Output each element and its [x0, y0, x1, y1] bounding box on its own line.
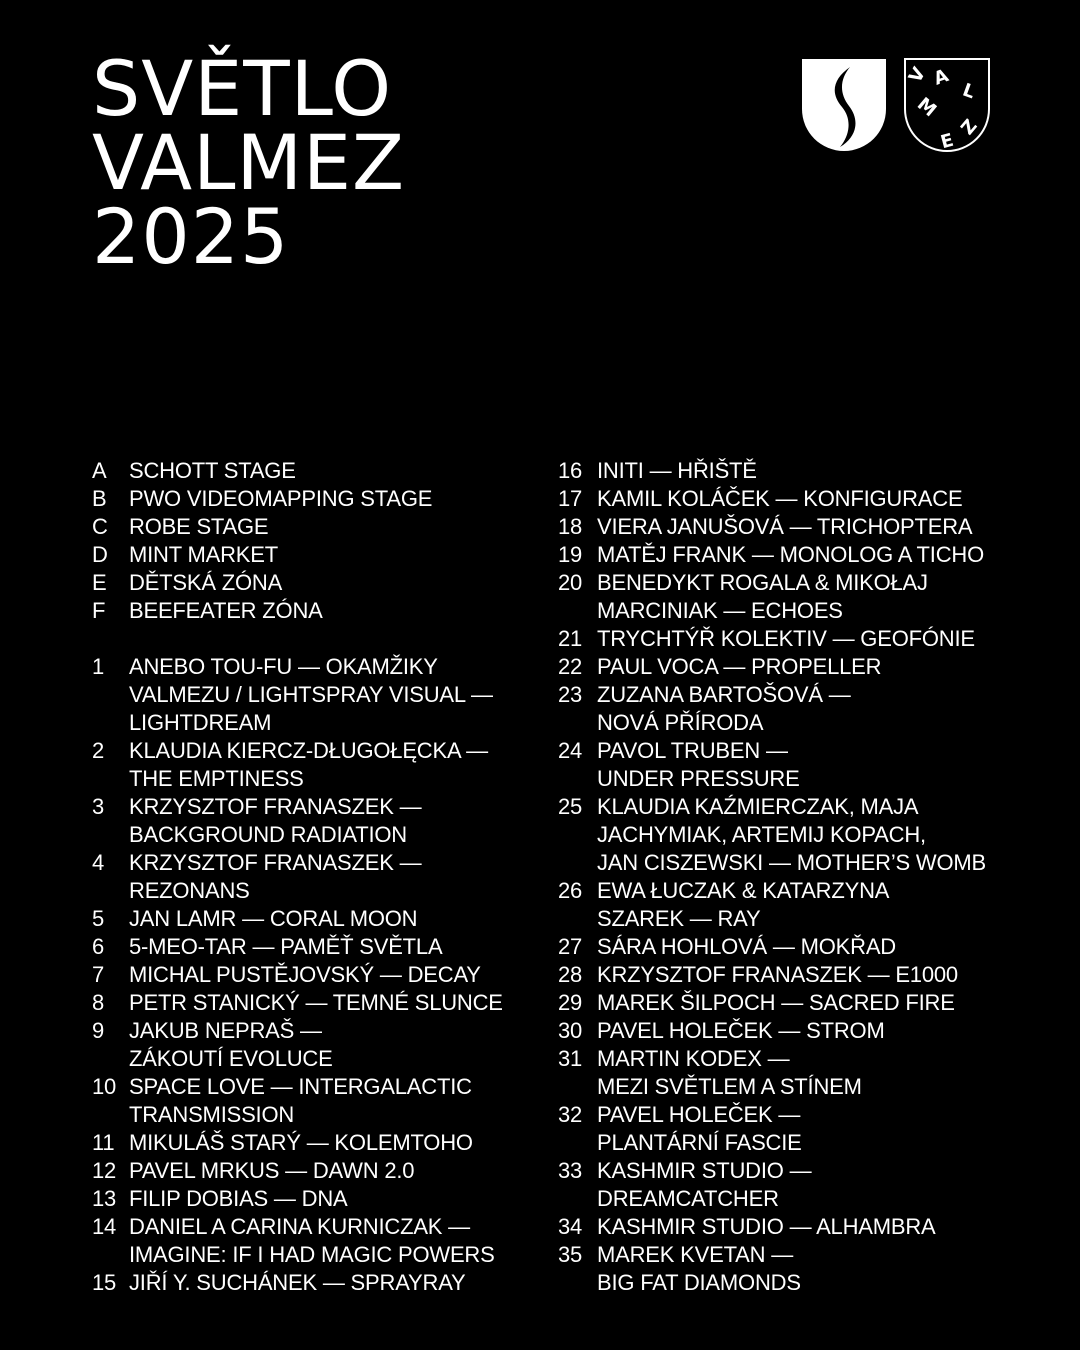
item-text: JAN LAMR — CORAL MOON — [129, 906, 418, 931]
list-item — [92, 1073, 522, 1129]
item-text: ZUZANA BARTOŠOVÁ — NOVÁ PŘÍRODA — [597, 682, 851, 735]
item-text: SPACE LOVE — INTERGALACTIC TRANSMISSION — [129, 1074, 472, 1127]
list-item — [558, 1157, 1028, 1213]
item-text: TRYCHTÝŘ KOLEKTIV — GEOFÓNIE — [597, 626, 975, 651]
item-text: DĚTSKÁ ZÓNA — [129, 570, 283, 595]
item-key: 25 — [558, 794, 583, 819]
list-item — [92, 1269, 522, 1297]
item-text: KLAUDIA KAŹMIERCZAK, MAJA JACHYMIAK, ARTEMIJ KOPACH, JAN CISZEWSKI — MOTHER’S WOMB — [597, 794, 986, 875]
item-key: 31 — [558, 1046, 583, 1071]
list-item — [558, 457, 1028, 485]
list-item — [558, 1241, 1028, 1297]
item-text: MAREK KVETAN — BIG FAT DIAMONDS — [597, 1242, 801, 1295]
list-item — [558, 961, 1028, 989]
item-text: MINT MARKET — [129, 542, 278, 567]
item-text: KRZYSZTOF FRANASZEK — REZONANS — [129, 850, 422, 903]
item-key: 22 — [558, 654, 583, 679]
item-text: PAUL VOCA — PROPELLER — [597, 654, 882, 679]
item-text: PWO VIDEOMAPPING STAGE — [129, 486, 433, 511]
item-key: 34 — [558, 1214, 583, 1239]
item-key: E — [92, 570, 107, 595]
list-item — [92, 1213, 522, 1269]
list-item — [92, 989, 522, 1017]
item-key: C — [92, 514, 108, 539]
badge-letter-v: V — [904, 63, 931, 87]
item-key: D — [92, 542, 108, 567]
badge-letter-e: E — [938, 129, 956, 154]
item-key: 7 — [92, 962, 105, 987]
page-title — [92, 44, 406, 281]
list-item — [558, 625, 1028, 653]
badge-letter-a: A — [931, 65, 952, 90]
list-item — [92, 597, 522, 625]
item-key: 1 — [92, 654, 105, 679]
item-text: MIKULÁŠ STARÝ — KOLEMTOHO — [129, 1130, 473, 1155]
item-key: A — [92, 458, 107, 483]
list-item — [558, 793, 1028, 877]
list-item — [558, 877, 1028, 933]
item-key: 26 — [558, 878, 583, 903]
program-list-left — [92, 457, 522, 1297]
badge-letter-l: L — [959, 79, 978, 104]
list-item — [558, 541, 1028, 569]
item-key: 19 — [558, 542, 583, 567]
item-text: KRZYSZTOF FRANASZEK — E1000 — [597, 962, 958, 987]
list-item — [92, 513, 522, 541]
list-item — [558, 513, 1028, 541]
list-item — [92, 793, 522, 849]
list-item — [92, 569, 522, 597]
item-text: PAVEL HOLEČEK — PLANTÁRNÍ FASCIE — [597, 1102, 802, 1155]
program-list-right — [558, 457, 1028, 1297]
list-item — [92, 1157, 522, 1185]
item-text: KLAUDIA KIERCZ-DŁUGOŁĘCKA — THE EMPTINESS — [129, 738, 488, 791]
item-text: KRZYSZTOF FRANASZEK — BACKGROUND RADIATION — [129, 794, 422, 847]
badge-letter-m: M — [913, 93, 941, 122]
list-item — [558, 569, 1028, 625]
installation-list-left — [92, 653, 522, 1297]
badge-letter-z: Z — [957, 115, 982, 140]
title-line-3: 2025 — [92, 192, 290, 281]
item-key: 18 — [558, 514, 583, 539]
item-text: DANIEL A CARINA KURNICZAK — IMAGINE: IF I HAD MAGIC POWERS — [129, 1214, 495, 1267]
item-text: SÁRA HOHLOVÁ — MOKŘAD — [597, 934, 896, 959]
title-line-1: SVĚTLO — [92, 44, 393, 133]
list-item — [558, 1017, 1028, 1045]
item-text: KAMIL KOLÁČEK — KONFIGURACE — [597, 486, 963, 511]
item-key: 3 — [92, 794, 105, 819]
item-key: 29 — [558, 990, 583, 1015]
list-item — [92, 849, 522, 905]
valmez-badge-icon — [903, 57, 991, 155]
item-text: MICHAL PUSTĚJOVSKÝ — DECAY — [129, 962, 481, 987]
item-text: ROBE STAGE — [129, 514, 269, 539]
item-text: PETR STANICKÝ — TEMNÉ SLUNCE — [129, 990, 503, 1015]
item-key: 10 — [92, 1074, 117, 1099]
list-item — [558, 933, 1028, 961]
stage-list — [92, 457, 522, 625]
item-key: B — [92, 486, 107, 511]
list-item — [92, 1129, 522, 1157]
item-text: MAREK ŠILPOCH — SACRED FIRE — [597, 990, 955, 1015]
item-text: BENEDYKT ROGALA & MIKOŁAJ MARCINIAK — ECHOES — [597, 570, 928, 623]
list-item — [92, 961, 522, 989]
item-key: 35 — [558, 1242, 583, 1267]
list-item — [558, 1213, 1028, 1241]
item-key: 28 — [558, 962, 583, 987]
flame-shield-icon — [800, 57, 888, 155]
list-item — [92, 737, 522, 793]
list-item — [558, 1101, 1028, 1157]
item-text: PAVEL MRKUS — DAWN 2.0 — [129, 1158, 415, 1183]
item-key: 8 — [92, 990, 105, 1015]
item-key: 11 — [92, 1130, 115, 1155]
item-text: JAKUB NEPRAŠ — ZÁKOUTÍ EVOLUCE — [129, 1018, 333, 1071]
list-item — [92, 485, 522, 513]
item-key: 9 — [92, 1018, 105, 1043]
item-key: 12 — [92, 1158, 117, 1183]
list-item — [92, 1017, 522, 1073]
list-item — [92, 933, 522, 961]
item-key: 33 — [558, 1158, 583, 1183]
item-text: KASHMIR STUDIO — ALHAMBRA — [597, 1214, 936, 1239]
item-key: 13 — [92, 1186, 117, 1211]
list-item — [92, 541, 522, 569]
item-key: 6 — [92, 934, 105, 959]
list-spacer — [92, 625, 522, 653]
item-key: 15 — [92, 1270, 117, 1295]
list-item — [92, 653, 522, 737]
item-text: MATĚJ FRANK — MONOLOG A TICHO — [597, 542, 984, 567]
logo-group — [800, 57, 991, 155]
item-text: PAVOL TRUBEN — UNDER PRESSURE — [597, 738, 800, 791]
list-item — [92, 457, 522, 485]
list-item — [558, 1045, 1028, 1101]
item-text: MARTIN KODEX — MEZI SVĚTLEM A STÍNEM — [597, 1046, 862, 1099]
item-key: 2 — [92, 738, 105, 763]
item-text: FILIP DOBIAS — DNA — [129, 1186, 348, 1211]
item-text: BEEFEATER ZÓNA — [129, 598, 323, 623]
list-item — [558, 485, 1028, 513]
item-text: JIŘÍ Y. SUCHÁNEK — SPRAYRAY — [129, 1270, 466, 1295]
item-key: 21 — [558, 626, 583, 651]
item-key: 4 — [92, 850, 105, 875]
item-key: 14 — [92, 1214, 117, 1239]
item-key: 27 — [558, 934, 583, 959]
item-key: 32 — [558, 1102, 583, 1127]
item-key: 20 — [558, 570, 583, 595]
item-text: SCHOTT STAGE — [129, 458, 296, 483]
item-key: F — [92, 598, 106, 623]
item-text: INITI — HŘIŠTĚ — [597, 458, 757, 483]
item-key: 16 — [558, 458, 583, 483]
item-text: EWA ŁUCZAK & KATARZYNA SZAREK — RAY — [597, 878, 890, 931]
list-item — [558, 989, 1028, 1017]
item-key: 23 — [558, 682, 583, 707]
item-key: 5 — [92, 906, 105, 931]
item-key: 17 — [558, 486, 583, 511]
item-text: ANEBO TOU-FU — OKAMŽIKY VALMEZU / LIGHTSPRAY VISUAL — LIGHTDREAM — [129, 654, 493, 735]
item-text: 5-MEO-TAR — PAMĚŤ SVĚTLA — [129, 934, 443, 959]
item-text: KASHMIR STUDIO — DREAMCATCHER — [597, 1158, 812, 1211]
item-key: 24 — [558, 738, 583, 763]
list-item — [92, 905, 522, 933]
list-item — [558, 681, 1028, 737]
list-item — [92, 1185, 522, 1213]
list-item — [558, 737, 1028, 793]
title-line-2: VALMEZ — [92, 118, 406, 207]
item-key: 30 — [558, 1018, 583, 1043]
list-item — [558, 653, 1028, 681]
item-text: VIERA JANUŠOVÁ — TRICHOPTERA — [597, 514, 973, 539]
item-text: PAVEL HOLEČEK — STROM — [597, 1018, 885, 1043]
